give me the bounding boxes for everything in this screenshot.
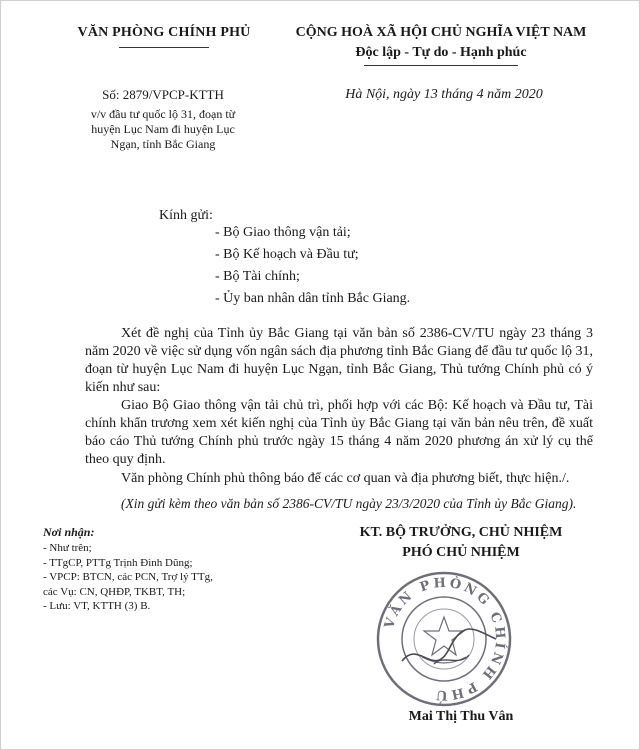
recipient-item: - Bộ Tài chính; bbox=[215, 269, 300, 284]
signer-title-line: KT. BỘ TRƯỞNG, CHỦ NHIỆM bbox=[359, 525, 563, 540]
receiver-item: - Như trên; bbox=[43, 542, 92, 554]
agency-underline bbox=[119, 47, 209, 48]
receivers-list bbox=[43, 541, 293, 614]
body-paragraph-2: Giao Bộ Giao thông vận tải chủ trì, phối hợp với các Bộ: Kế hoạch và Đầu tư, Tài chính khẩn trương xem xét kiến nghị của Tỉnh ủy Bắc Giang tại văn bản nêu trên, đề xuất báo cáo Thủ tướng Chính phủ trước ngày 15 tháng 4 năm 2020 phương án xử lý cụ thể theo quy định. bbox=[85, 398, 593, 467]
document-number: Số: 2879/VPCP-KTTH bbox=[102, 87, 224, 102]
greeting: Kính gửi: bbox=[159, 208, 213, 223]
subject-line: Ngạn, tỉnh Bắc Giang bbox=[110, 137, 216, 151]
receiver-item: - Lưu: VT, KTTH (3) B. bbox=[43, 600, 151, 612]
document-date: Hà Nội, ngày 13 tháng 4 năm 2020 bbox=[345, 87, 543, 102]
signer-title bbox=[301, 523, 621, 563]
receiver-item: - TTgCP, PTTg Trịnh Đình Dũng; bbox=[43, 556, 193, 569]
attachment-note: (Xin gửi kèm theo văn bản số 2386-CV/TU ngày 23/3/2020 của Tỉnh ủy Bắc Giang). bbox=[121, 496, 577, 511]
national-title: CỘNG HOÀ XÃ HỘI CHỦ NGHĨA VIỆT NAM bbox=[295, 25, 587, 40]
signer-title-line: PHÓ CHỦ NHIỆM bbox=[402, 545, 520, 560]
receiver-item: các Vụ: CN, QHĐP, TKBT, TH; bbox=[43, 585, 186, 598]
subject-line: v/v đầu tư quốc lộ 31, đoạn từ bbox=[90, 107, 236, 121]
signer-name: Mai Thị Thu Vân bbox=[408, 709, 514, 724]
subject-line: huyện Lục Nam đi huyện Lục bbox=[91, 122, 235, 136]
official-seal-icon bbox=[374, 569, 514, 709]
issuing-agency: VĂN PHÒNG CHÍNH PHỦ bbox=[77, 25, 251, 40]
receiver-item: - VPCP: BTCN, các PCN, Trợ lý TTg, bbox=[43, 571, 213, 583]
recipient-list bbox=[215, 222, 410, 310]
body-paragraph-3: Văn phòng Chính phủ thông báo để các cơ quan và địa phương biết, thực hiện./. bbox=[121, 471, 570, 486]
national-motto: Độc lập - Tự do - Hạnh phúc bbox=[355, 45, 527, 60]
receivers-title: Nơi nhận: bbox=[43, 525, 95, 539]
svg-text:VĂN PHÒNG CHÍNH PHỦ: VĂN PHÒNG CHÍNH PHỦ bbox=[382, 575, 508, 703]
recipient-item: - Ủy ban nhân dân tỉnh Bắc Giang. bbox=[215, 291, 411, 306]
motto-underline bbox=[364, 65, 518, 66]
body-paragraph-1: Xét đề nghị của Tỉnh ủy Bắc Giang tại văn bản số 2386-CV/TU ngày 23 tháng 3 năm 2020 về việc sử dụng vốn ngân sách địa phương tỉnh Bắc Giang để đầu tư quốc lộ 31, đoạn từ huyện Lục Nam đi huyện Lục Ngạn, tỉnh Bắc Giang, Thủ tướng Chính phủ có ý kiến như sau: bbox=[85, 326, 593, 395]
recipient-item: - Bộ Giao thông vận tải; bbox=[215, 225, 351, 240]
recipient-item: - Bộ Kế hoạch và Đầu tư; bbox=[215, 247, 359, 262]
document-subject bbox=[63, 107, 263, 152]
